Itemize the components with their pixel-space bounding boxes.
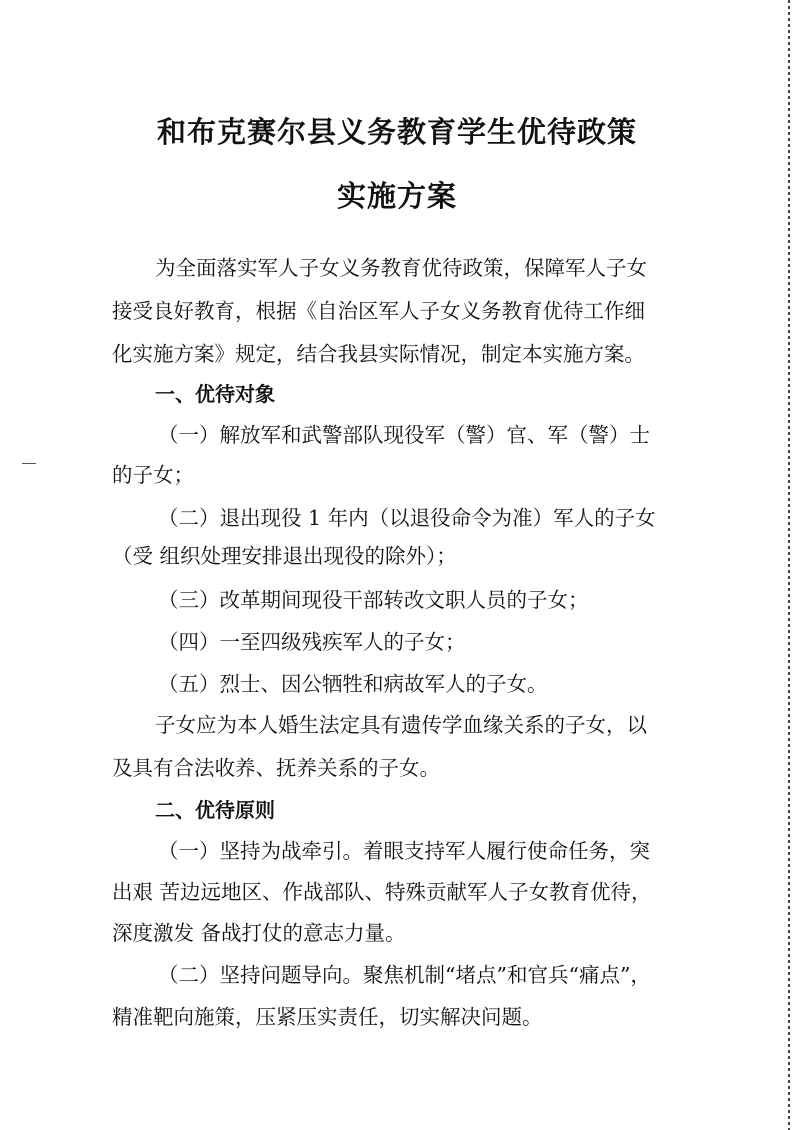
document-title-line-1: 和布克赛尔县义务教育学生优待政策 [156,115,637,149]
scan-edge-line [788,0,790,1130]
section-heading-recipients: 一、优待对象 [155,382,275,406]
paragraph-intro-line-3: 化实施方案》规定，结合我县实际情况，制定本实施方案。 [112,342,645,366]
recipients-item-1-line-2: 的子女； [112,463,194,487]
paragraph-intro-line-2: 接受良好教育，根据《自治区军人子女义务教育优待工作细 [112,299,645,323]
recipients-item-1-line-1: （一）解放军和武警部队现役军（警）官、军（警）士 [158,423,650,447]
section-heading-principles: 二、优待原则 [155,798,275,822]
principles-item-1-line-2: 出艰 苦边远地区、作战部队、特殊贡献军人子女教育优待， [112,880,652,904]
recipients-item-2-line-1: （二）退出现役 1 年内（以退役命令为准）军人的子女 [158,506,656,530]
paragraph-children-line-1: 子女应为本人婚生法定具有遗传学血缘关系的子女，以 [155,713,647,737]
principles-item-1-line-1: （一）坚持为战牵引。着眼支持军人履行使命任务，突 [158,839,650,863]
recipients-item-4: （四）一至四级残疾军人的子女； [158,630,466,654]
paragraph-intro-line-1: 为全面落实军人子女义务教育优待政策，保障军人子女 [155,256,647,280]
document-title-line-2: 实施方案 [336,179,457,213]
recipients-item-5: （五）烈士、因公牺牲和病故军人的子女。 [158,672,548,696]
scan-mark [22,463,36,464]
principles-item-2-line-1: （二）坚持问题导向。聚焦机制“堵点”和官兵“痛点”， [158,963,651,987]
recipients-item-3: （三）改革期间现役干部转改文职人员的子女； [158,588,589,612]
paragraph-children-line-2: 及具有合法收养、抚养关系的子女。 [112,756,440,780]
recipients-item-2-line-2: （受 组织处理安排退出现役的除外）； [112,544,457,568]
principles-item-1-line-3: 深度激发 备战打仗的意志力量。 [112,921,406,945]
principles-item-2-line-2: 精准靶向施策，压紧压实责任，切实解决问题。 [112,1005,543,1029]
